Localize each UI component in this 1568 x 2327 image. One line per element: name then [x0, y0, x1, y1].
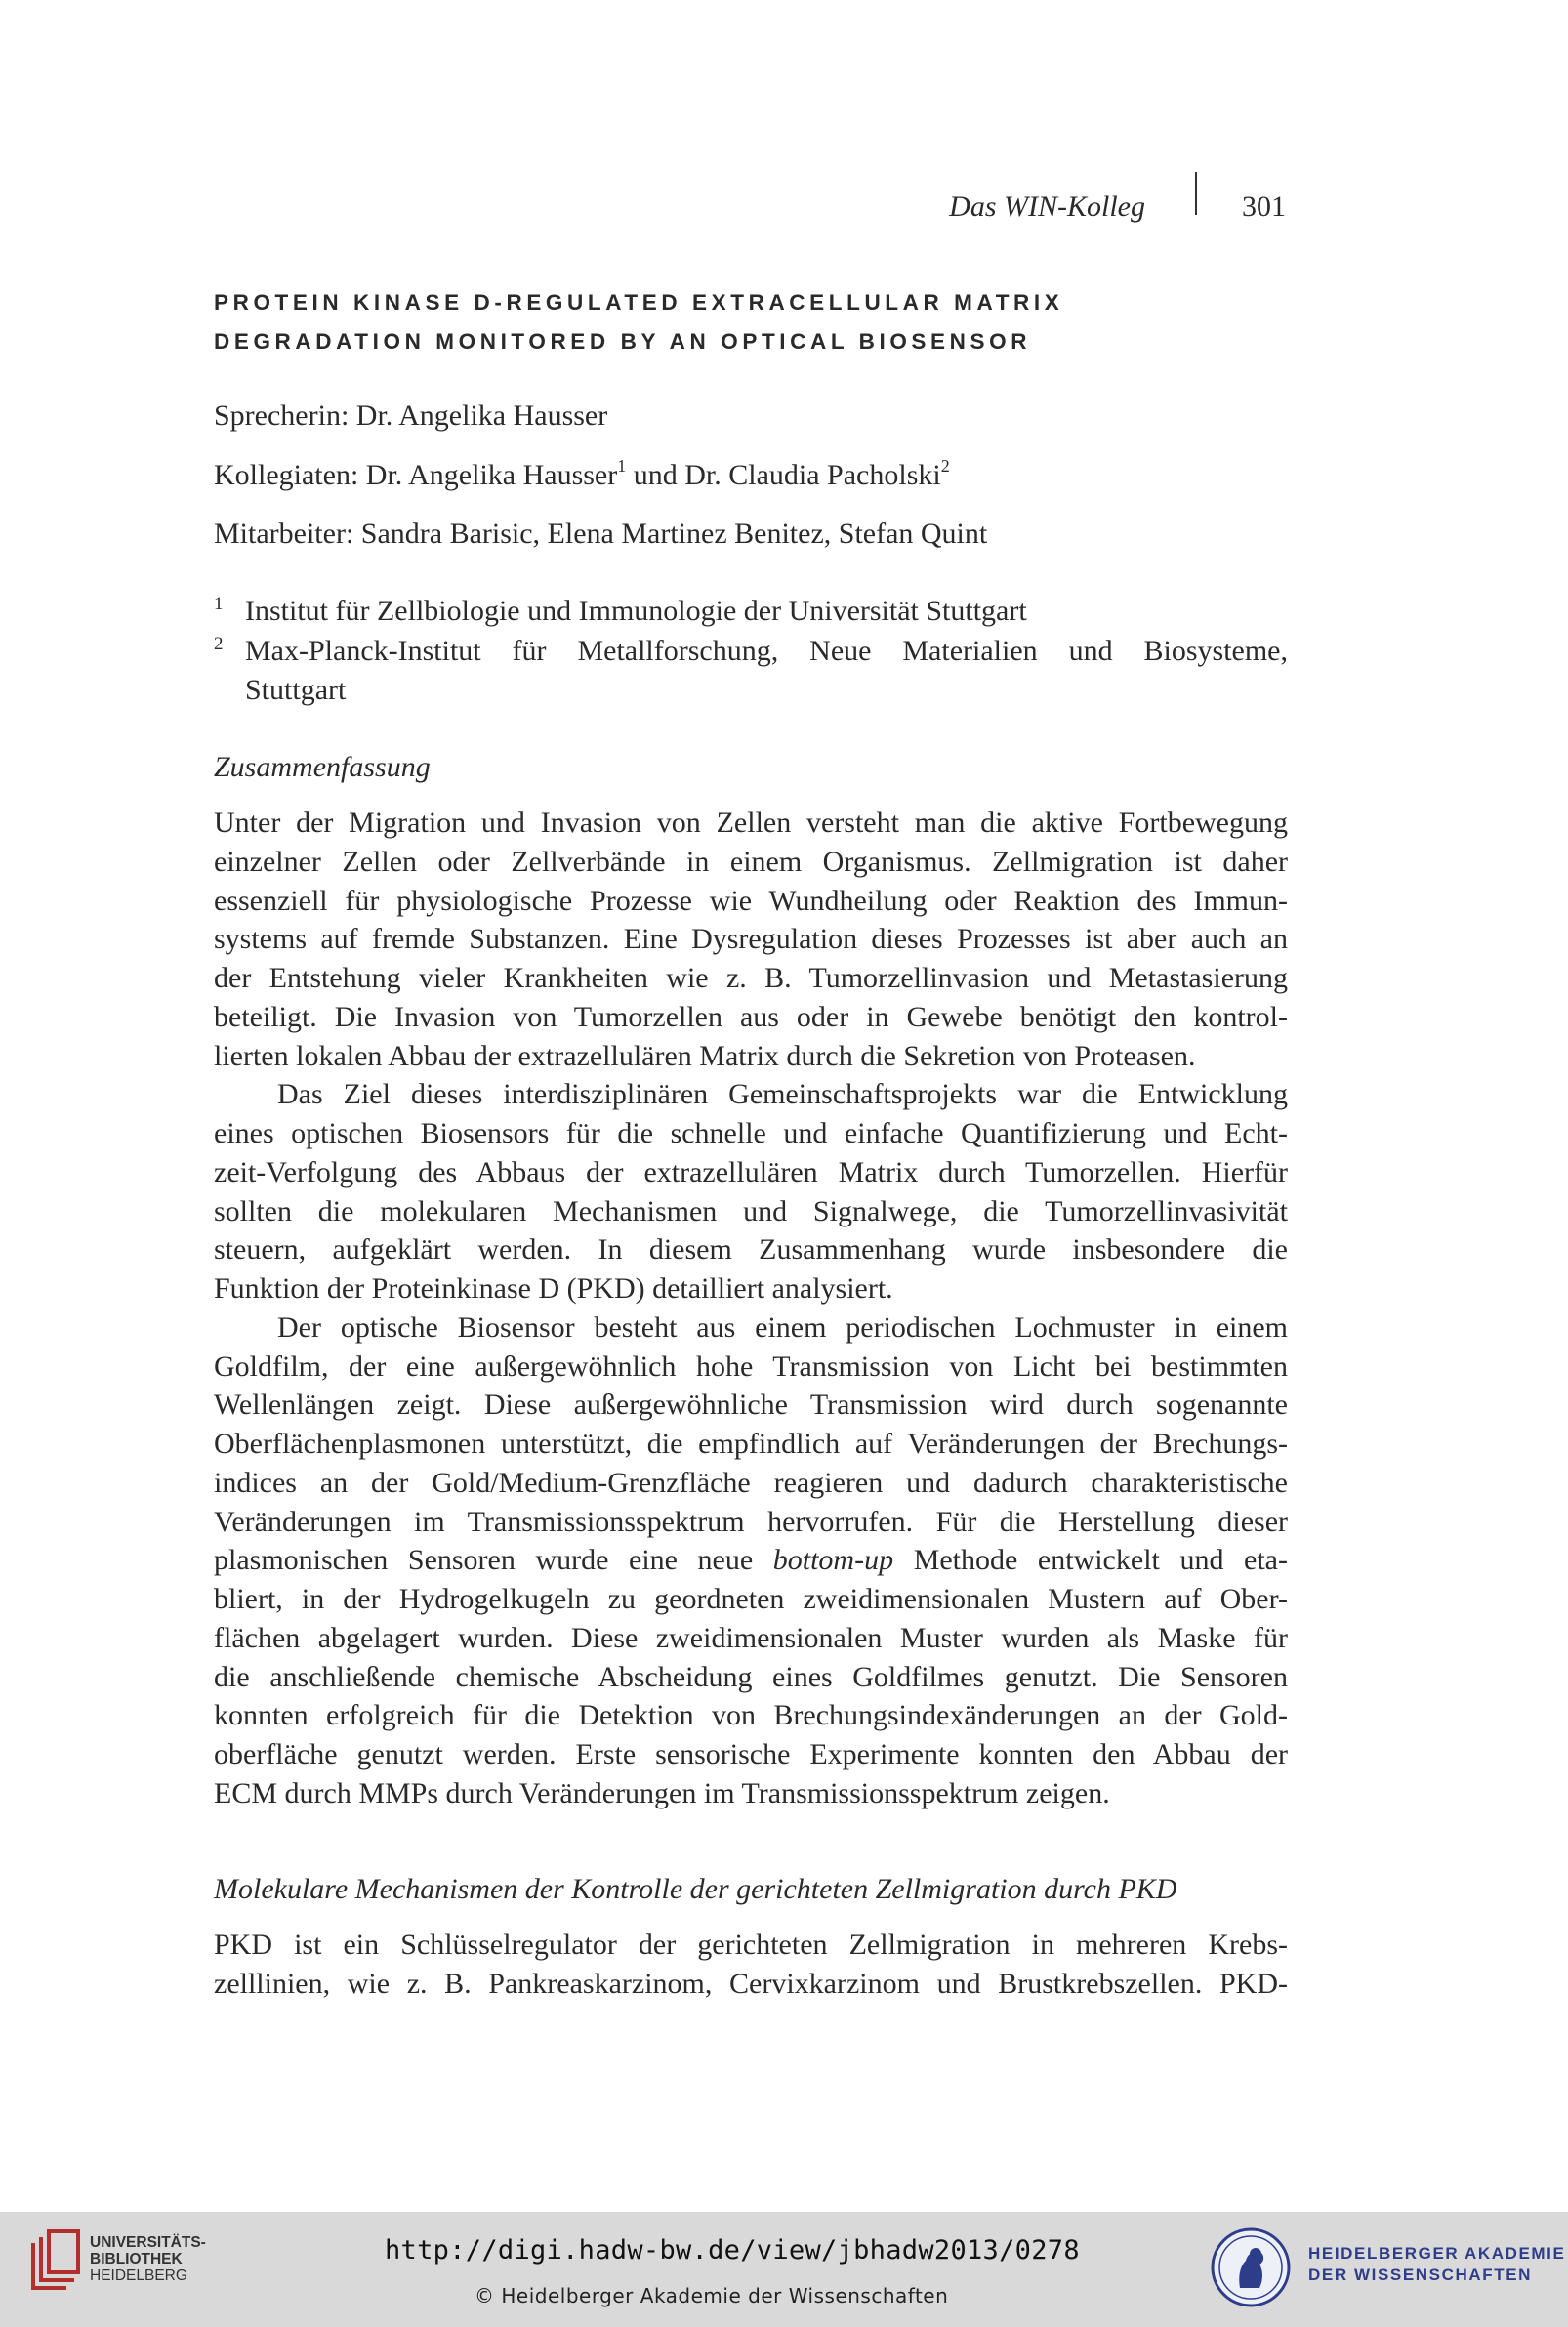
permalink-url[interactable]: http://digi.hadw-bw.de/view/jbhadw2013/0278: [385, 2235, 1080, 2265]
text-line: lierten lokalen Abbau der extrazellulären Matrix durch die Sekretion von Proteasen.: [214, 1039, 1196, 1072]
text-line: Veränderungen im Transmissionsspektrum hervorrufen. Für die Herstellung dieser: [214, 1505, 1288, 1538]
section-heading-mechanisms: Molekulare Mechanismen der Kontrolle der gerichteten Zellmigration durch PKD: [214, 1873, 1177, 1905]
summary-body: [214, 804, 1288, 1813]
running-head-divider: [1195, 172, 1197, 215]
library-name-line: UNIVERSITÄTS-: [90, 2234, 206, 2251]
fellows-text-b: und Dr. Claudia Pacholski: [626, 459, 941, 491]
text-line: Wellenlängen zeigt. Diese außergewöhnliche Transmission wird durch sogenannte: [214, 1389, 1288, 1422]
text-line: zelllinien, wie z. B. Pankreaskarzinom, Cervixkarzinom und Brustkrebszellen. PKD-: [214, 1967, 1288, 2000]
mechanisms-body: [214, 1926, 1288, 2004]
fellows-line: [214, 456, 950, 498]
affiliation-number: 1: [214, 594, 224, 614]
section-heading-summary: Zusammenfassung: [214, 751, 431, 783]
affiliation-1: [214, 592, 1288, 631]
fellows-text-a: Kollegiaten: Dr. Angelika Hausser: [214, 459, 618, 491]
library-name-line: BIBLIOTHEK: [90, 2251, 183, 2267]
text-line: beteiligt. Die Invasion von Tumorzellen aus oder in Gewebe benötigt den kontrol-: [214, 1000, 1288, 1033]
text-line: zeit-Verfolgung des Abbaus der extrazellulären Matrix durch Tumorzellen. Hierfür: [214, 1155, 1288, 1188]
affiliation-text: Max-Planck-Institut für Metallforschung, Neue Materialien und Biosysteme,: [245, 635, 1288, 667]
academy-seal-icon: [1211, 2227, 1291, 2307]
text-line: PKD ist ein Schlüsselregulator der gerichteten Zellmigration in mehreren Krebs-: [214, 1929, 1288, 1961]
text-line: Der optische Biosensor besteht aus einem periodischen Lochmuster in einem: [277, 1310, 1288, 1344]
university-library-name: [90, 2234, 206, 2284]
text-line: indices an der Gold/Medium-Grenzfläche reagieren und dadurch charakteristische: [214, 1466, 1288, 1499]
footnote-marker-1: 1: [617, 456, 627, 476]
article-title-line: PROTEIN KINASE D-REGULATED EXTRACELLULAR MATRIX: [214, 290, 1064, 314]
staff-line: Mitarbeiter: Sandra Barisic, Elena Martinez Benitez, Stefan Quint: [214, 518, 988, 550]
running-head-title: Das WIN-Kolleg: [949, 190, 1145, 223]
text-line: oberfläche genutzt werden. Erste sensorische Experimente konnten den Abbau der: [214, 1738, 1288, 1770]
article-title-line: DEGRADATION MONITORED BY AN OPTICAL BIOSENSOR: [214, 329, 1032, 353]
emphasized-term: bottom-up: [772, 1544, 894, 1577]
text-segment: plasmonischen Sensoren wurde eine neue: [214, 1544, 773, 1577]
text-line: essenziell für physiologische Prozesse wie Wundheilung oder Reaktion des Immun-: [214, 884, 1288, 917]
text-line: Das Ziel dieses interdisziplinären Gemeinschaftsprojekts war die Entwicklung: [277, 1078, 1288, 1111]
affiliation-2: [214, 632, 1288, 710]
running-head: [0, 186, 1568, 234]
text-line: bliert, in der Hydrogelkugeln zu geordneten zweidimensionalen Mustern auf Ober-: [214, 1583, 1288, 1615]
text-line: systems auf fremde Substanzen. Eine Dysregulation dieses Prozesses ist aber auch an: [214, 923, 1288, 956]
text-line: der Entstehung vieler Krankheiten wie z. B. Tumorzellinvasion und Metastasierung: [214, 962, 1288, 994]
text-segment: Methode entwickelt und eta-: [913, 1544, 1288, 1577]
affiliation-number: 2: [214, 634, 224, 654]
text-line: Oberflächenplasmonen unterstützt, die empfindlich auf Veränderungen der Brechungs-: [214, 1428, 1288, 1460]
text-line: sollten die molekularen Mechanismen und Signalwege, die Tumorzellinvasivität: [214, 1194, 1288, 1227]
text-line: eines optischen Biosensors für die schnelle und einfache Quantifizierung und Echt-: [214, 1117, 1288, 1149]
text-line: steuern, aufgeklärt werden. In diesem Zusammenhang wurde insbesondere die: [214, 1233, 1288, 1267]
text-line: Goldfilm, der eine außergewöhnlich hohe Transmission von Licht bei bestimmten: [214, 1350, 1288, 1383]
text-line: Unter der Migration und Invasion von Zellen versteht man die aktive Fortbewegung: [214, 807, 1288, 839]
speaker-line: Sprecherin: Dr. Angelika Hausser: [214, 399, 608, 432]
text-line: ECM durch MMPs durch Veränderungen im Transmissionsspektrum zeigen.: [214, 1776, 1110, 1809]
footer-band: [0, 2212, 1568, 2327]
academy-name-line: DER WISSENSCHAFTEN: [1308, 2265, 1533, 2284]
text-line: [214, 1541, 1288, 1580]
page-number: 301: [1242, 190, 1286, 223]
affiliation-text-continued: Stuttgart: [245, 674, 347, 706]
text-line: einzelner Zellen oder Zellverbände in einem Organismus. Zellmigration ist daher: [214, 845, 1288, 878]
text-line: konnten erfolgreich für die Detektion von Brechungsindexänderungen an der Gold-: [214, 1699, 1288, 1732]
copyright-notice: © Heidelberger Akademie der Wissenschaften: [475, 2284, 949, 2307]
academy-name: [1308, 2243, 1565, 2286]
text-line: Funktion der Proteinkinase D (PKD) detailliert analysiert.: [214, 1272, 893, 1305]
text-line: die anschließende chemische Abscheidung eines Goldfilmes genutzt. Die Sensoren: [214, 1660, 1288, 1693]
text-line: flächen abgelagert wurden. Diese zweidimensionalen Muster wurden als Maske für: [214, 1621, 1288, 1654]
university-library-logo-icon: [27, 2229, 84, 2294]
affiliation-text: Institut für Zellbiologie und Immunologie der Universität Stuttgart: [245, 595, 1027, 627]
article-title: [214, 283, 1288, 361]
footnote-marker-2: 2: [940, 456, 950, 476]
academy-name-line: HEIDELBERGER AKADEMIE: [1308, 2244, 1566, 2263]
library-name-line: HEIDELBERG: [90, 2267, 187, 2284]
